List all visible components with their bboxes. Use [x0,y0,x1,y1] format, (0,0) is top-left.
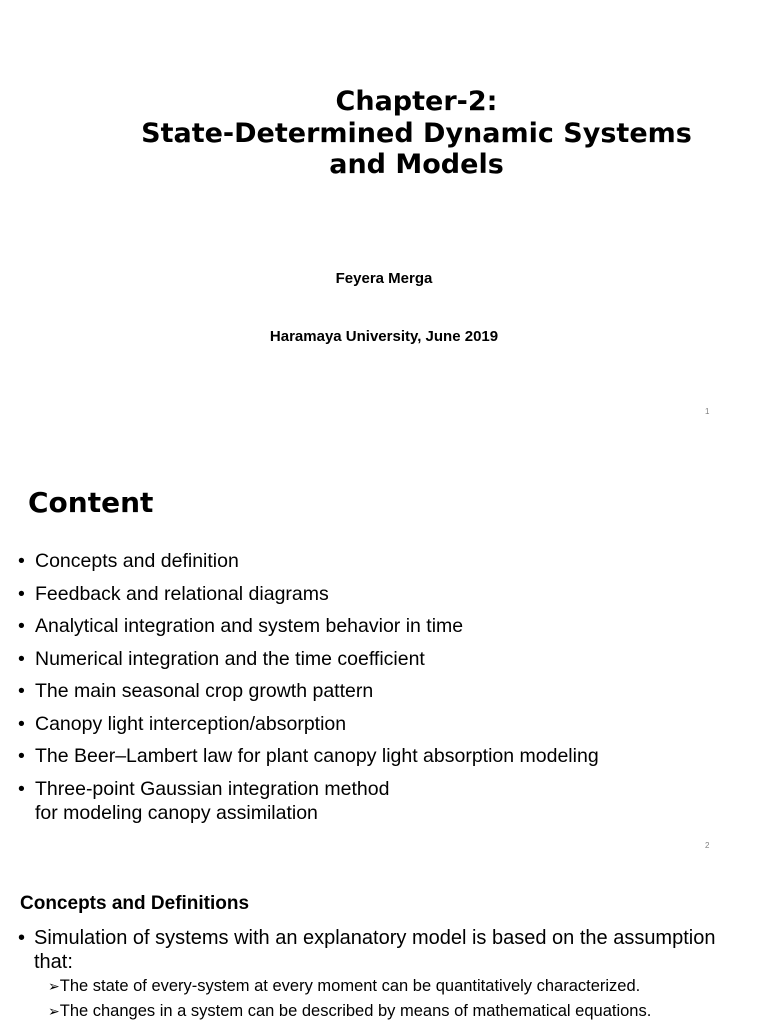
list-item [18,614,599,638]
arrow-bullet-icon: ➢ [48,1004,60,1020]
list-item-text: Numerical integration and the time coefficient [35,647,425,670]
main-bullet [18,926,758,974]
list-item [18,647,599,671]
title-line-3: and Models [329,149,504,180]
list-item-text: Analytical integration and system behavior in time [35,615,464,637]
page-number-1: 1 [705,407,710,416]
chapter-title [100,86,733,181]
bullet-icon: • [18,927,26,949]
content-heading: Content [28,486,154,519]
list-item [18,744,599,768]
bullet-icon: • [18,712,25,735]
section-heading: Concepts and Definitions [20,893,250,914]
list-item-text: The Beer–Lambert law for plant canopy light absorption modeling [35,745,599,767]
sub-bullet [48,1002,651,1021]
sub-bullet-text: The changes in a system can be described by means of mathematical equations. [59,1002,652,1020]
bullet-icon: • [18,680,25,702]
list-item-text: Concepts and definition [35,550,239,572]
sub-bullet-text: The state of every-system at every moment can be quantitatively characterized. [59,977,641,995]
bullet-icon: • [18,777,25,800]
list-item [18,582,599,606]
affiliation-date: Haramaya University, June 2019 [269,328,499,345]
sub-bullet [48,977,640,996]
list-item-text: Three-point Gaussian integration method [35,777,390,800]
main-bullet-text: Simulation of systems with an explanatory model is based on the assumption that: [34,927,716,973]
list-item [18,712,599,736]
bullet-icon: • [18,647,25,670]
bullet-icon: • [18,745,25,767]
page-number-2: 2 [705,841,710,850]
title-slide [0,0,768,433]
list-item-text: The main seasonal crop growth pattern [35,680,374,702]
bullet-icon: • [18,550,25,572]
bullet-icon: • [18,582,25,605]
list-item [18,777,599,825]
list-item [18,679,599,703]
list-item-text: Feedback and relational diagrams [35,582,329,605]
list-item-continuation: for modeling canopy assimilation [35,801,318,824]
list-item [18,549,599,573]
title-line-2: State-Determined Dynamic Systems [141,117,692,149]
list-item-text: Canopy light interception/absorption [35,712,347,735]
author-name: Feyera Merga [335,270,433,287]
arrow-bullet-icon: ➢ [48,979,60,995]
content-list [18,549,599,833]
title-line-1: Chapter-2: [335,86,498,117]
bullet-icon: • [18,615,25,637]
